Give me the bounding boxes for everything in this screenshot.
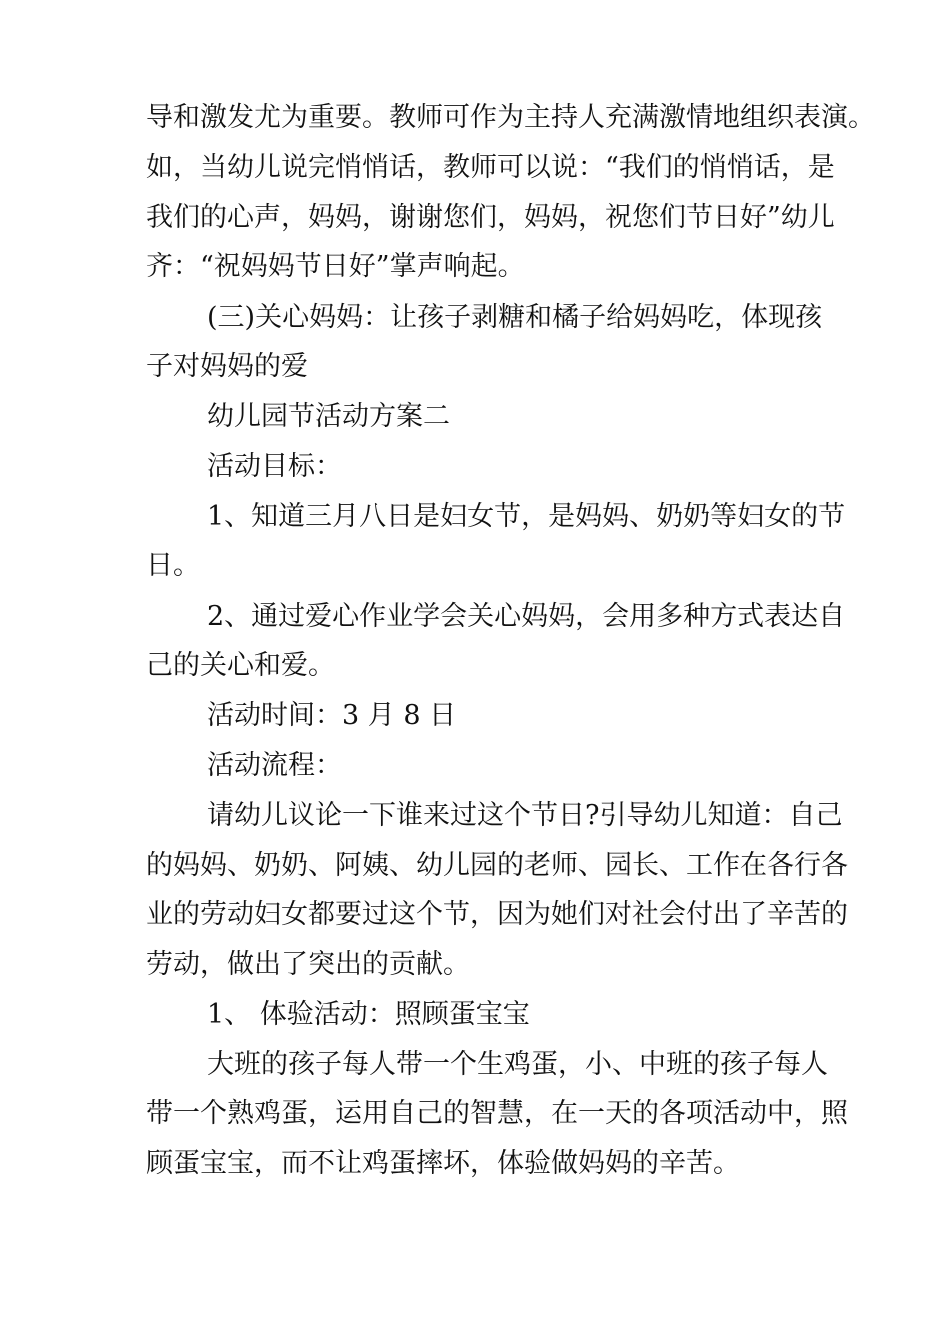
text-line: 导和激发尤为重要。教师可作为主持人充满激情地组织表演。 bbox=[146, 102, 875, 133]
text-line: 日。 bbox=[146, 550, 200, 581]
text-line: 业的劳动妇女都要过这个节，因为她们对社会付出了辛苦的 bbox=[146, 899, 848, 930]
text-line: 活动时间：3 月 8 日 bbox=[207, 700, 457, 731]
text-line: 请幼儿议论一下谁来过这个节日?引导幼儿知道：自己 bbox=[207, 800, 843, 831]
text-line: 的妈妈、奶奶、阿姨、幼儿园的老师、园长、工作在各行各 bbox=[146, 850, 848, 881]
text-line: 劳动，做出了突出的贡献。 bbox=[146, 949, 470, 980]
text-line: (三)关心妈妈：让孩子剥糖和橘子给妈妈吃，体现孩 bbox=[207, 302, 823, 333]
text-line: 我们的心声，妈妈，谢谢您们，妈妈，祝您们节日好”幼儿 bbox=[146, 202, 835, 233]
text-line: 顾蛋宝宝，而不让鸡蛋摔坏，体验做妈妈的辛苦。 bbox=[146, 1148, 740, 1179]
text-line: 活动流程： bbox=[207, 750, 342, 781]
text-line: 大班的孩子每人带一个生鸡蛋，小、中班的孩子每人 bbox=[207, 1049, 828, 1080]
text-line: 活动目标： bbox=[207, 451, 342, 482]
text-line: 1、知道三月八日是妇女节，是妈妈、奶奶等妇女的节 bbox=[207, 501, 846, 532]
section-heading: 幼儿园节活动方案二 bbox=[207, 401, 450, 432]
text-line: 齐：“祝妈妈节日好”掌声响起。 bbox=[146, 251, 525, 282]
text-line: 如，当幼儿说完悄悄话，教师可以说：“我们的悄悄话，是 bbox=[146, 152, 835, 183]
text-line: 子对妈妈的爱 bbox=[146, 351, 308, 382]
text-line: 己的关心和爱。 bbox=[146, 650, 335, 681]
text-line: 1、 体验活动：照顾蛋宝宝 bbox=[207, 999, 530, 1030]
text-line: 2、通过爱心作业学会关心妈妈，会用多种方式表达自 bbox=[207, 601, 846, 632]
text-line: 带一个熟鸡蛋，运用自己的智慧，在一天的各项活动中，照 bbox=[146, 1098, 848, 1129]
